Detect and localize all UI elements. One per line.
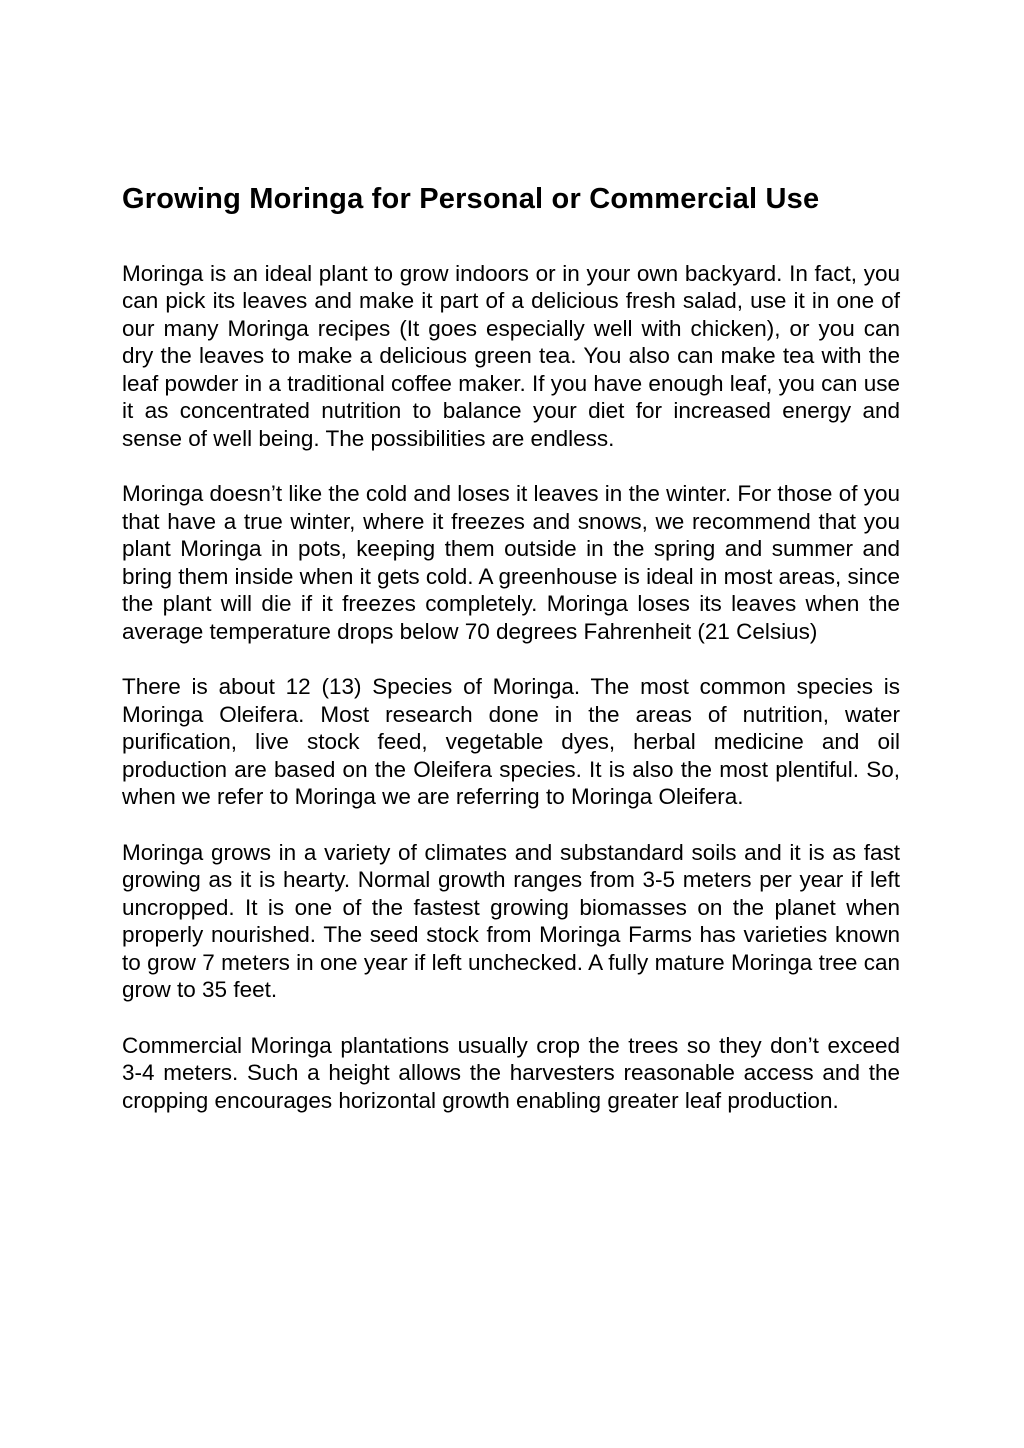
document-title: Growing Moringa for Personal or Commercial Use: [122, 183, 820, 215]
document-page: [122, 184, 900, 1142]
paragraph-species: There is about 12 (13) Species of Moringa. The most common species is Moringa Oleifera. Most research done in the areas of nutrition, water purification, live stock feed, vegetable dyes, herbal medicine and oil production are based on the Oleifera species. It is also the most plentiful. So, when we refer to Moringa we are referring to Moringa Oleifera.: [122, 674, 900, 810]
paragraph-growth-rate: Moringa grows in a variety of climates and substandard soils and it is as fast growing as it is hearty. Normal growth ranges from 3-5 meters per year if left uncropped. It is one of the fastest growing biomasses on the planet when properly nourished. The seed stock from Moringa Farms has varieties known to grow 7 meters in one year if left unchecked. A fully mature Moringa tree can grow to 35 feet.: [122, 839, 900, 1003]
paragraph-commercial-plantations: Commercial Moringa plantations usually crop the trees so they don’t exceed 3-4 meters. Such a height allows the harvesters reasonable access and the cropping encourages horizontal growth enabling greater leaf production.: [122, 1032, 900, 1113]
paragraph-winter-care: Moringa doesn’t like the cold and loses it leaves in the winter. For those of you that have a true winter, where it freezes and snows, we recommend that you plant Moringa in pots, keeping them outside in the spring and summer and bring them inside when it gets cold. A greenhouse is ideal in most areas, since the plant will die if it freezes completely. Moringa loses its leaves when the average temperature drops below 70 degrees Fahrenheit (21 Celsius): [122, 481, 900, 644]
paragraph-intro-uses: Moringa is an ideal plant to grow indoors or in your own backyard. In fact, you can pick its leaves and make it part of a delicious fresh salad, use it in one of our many Moringa recipes (It goes especially well with chicken), or you can dry the leaves to make a delicious green tea. You also can make tea with the leaf powder in a traditional coffee maker. If you have enough leaf, you can use it as concentrated nutrition to balance your diet for increased energy and sense of well being. The possibilities are endless.: [122, 260, 900, 451]
